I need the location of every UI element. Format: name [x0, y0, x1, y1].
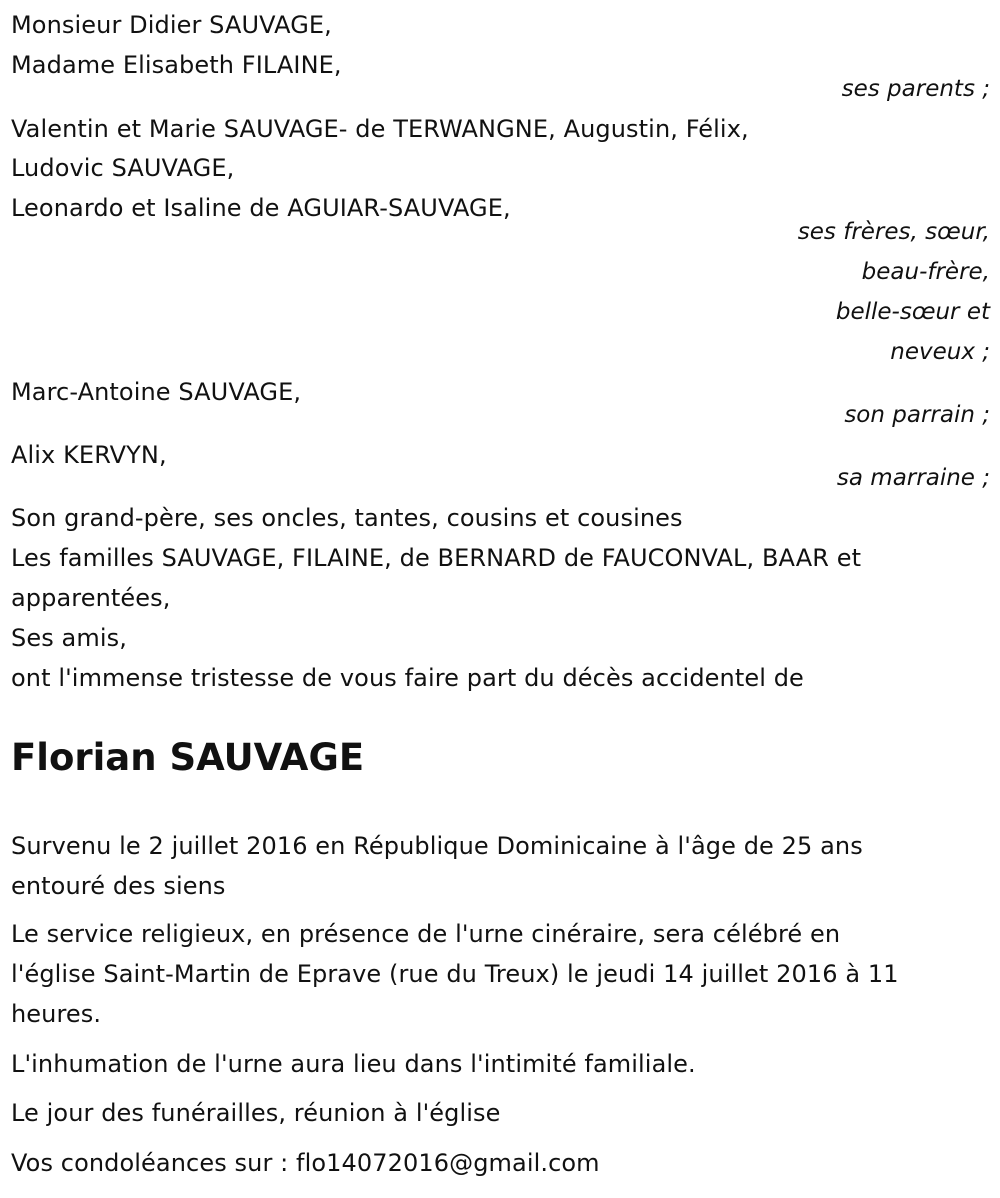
family-line-5: ont l'immense tristesse de vous faire part du décès accidentel de [11, 664, 804, 692]
service-line-2: l'église Saint-Martin de Eprave (rue du Treux) le jeudi 14 juillet 2016 à 11 [11, 960, 899, 988]
condolences-line: Vos condoléances sur : flo14072016@gmail.com [11, 1149, 600, 1177]
family-line-3: apparentées, [11, 584, 171, 612]
role-parents: ses parents ; [841, 76, 990, 102]
burial-line: L'inhumation de l'urne aura lieu dans l'intimité familiale. [11, 1050, 696, 1078]
sibling-line-1: Valentin et Marie SAUVAGE- de TERWANGNE, Augustin, Félix, [11, 115, 749, 143]
role-godfather: son parrain ; [844, 402, 990, 428]
role-siblings-4: neveux ; [890, 339, 990, 365]
service-line-1: Le service religieux, en présence de l'urne cinéraire, sera célébré en [11, 920, 841, 948]
role-godmother: sa marraine ; [836, 465, 990, 491]
sibling-line-2: Ludovic SAUVAGE, [11, 154, 235, 182]
death-line-1: Survenu le 2 juillet 2016 en République Dominicaine à l'âge de 25 ans [11, 832, 863, 860]
meeting-line: Le jour des funérailles, réunion à l'église [11, 1099, 501, 1127]
role-siblings-2: beau-frère, [861, 259, 990, 285]
family-line-4: Ses amis, [11, 624, 127, 652]
godfather-name: Marc-Antoine SAUVAGE, [11, 378, 302, 406]
parent-father: Monsieur Didier SAUVAGE, [11, 11, 332, 39]
parent-mother: Madame Elisabeth FILAINE, [11, 51, 342, 79]
service-line-3: heures. [11, 1000, 102, 1028]
role-siblings-3: belle-sœur et [835, 299, 990, 325]
role-siblings-1: ses frères, sœur, [797, 219, 990, 245]
family-line-2: Les familles SAUVAGE, FILAINE, de BERNARD de FAUCONVAL, BAAR et [11, 544, 862, 572]
deceased-name: Florian SAUVAGE [11, 736, 365, 779]
family-line-1: Son grand-père, ses oncles, tantes, cousins et cousines [11, 504, 683, 532]
sibling-line-3: Leonardo et Isaline de AGUIAR-SAUVAGE, [11, 194, 511, 222]
godmother-name: Alix KERVYN, [11, 441, 167, 469]
death-line-2: entouré des siens [11, 872, 226, 900]
